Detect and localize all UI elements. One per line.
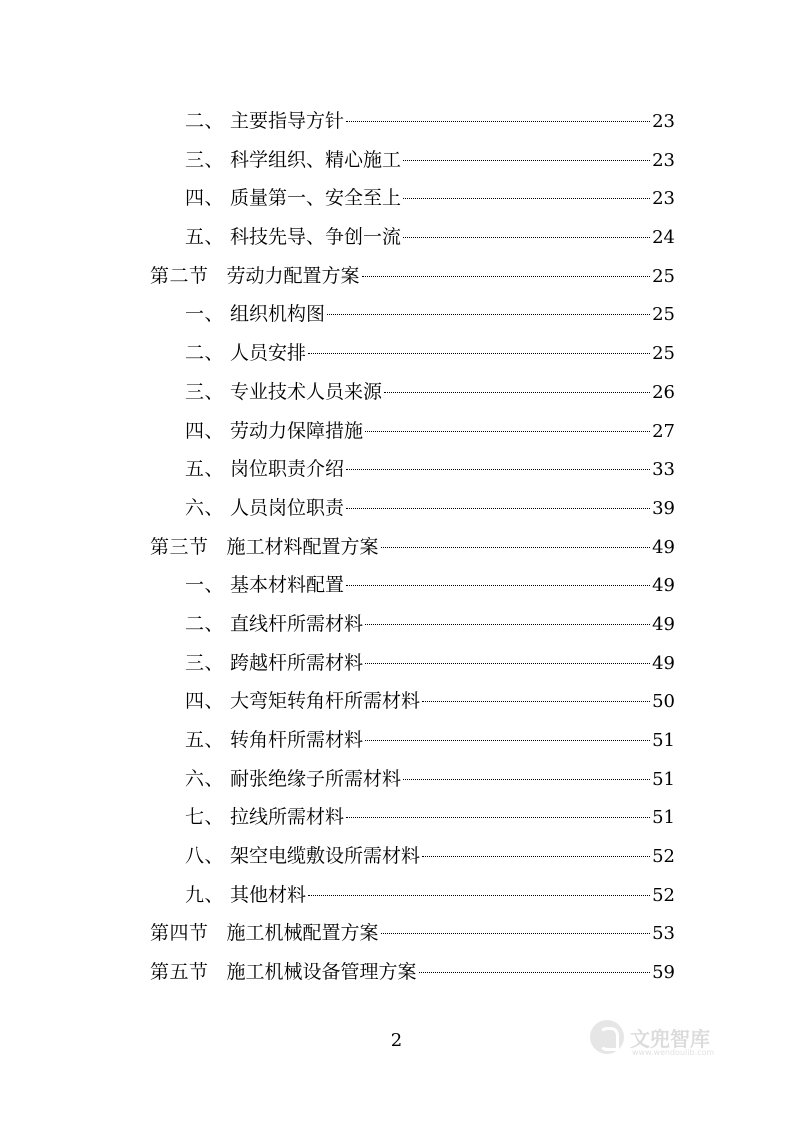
toc-entry-page: 24 [652,227,675,249]
toc-entry-page: 52 [652,884,675,906]
toc-entry-title: 人员岗位职责 [230,496,345,519]
toc-entry-number: 第五节 [150,961,209,984]
toc-entry[interactable] [150,876,675,915]
toc-entry-number: 三、 [185,651,225,674]
toc-entry-title: 质量第一、安全至上 [230,187,402,210]
toc-entry-number: 六、 [185,767,225,790]
toc-entry-title: 组织机构图 [230,303,326,326]
toc-entry-page: 52 [652,846,675,868]
toc-entry-page: 59 [652,962,675,984]
toc-entry-title: 架空电缆敷设所需材料 [230,845,421,868]
toc-entry-page: 26 [652,381,675,403]
toc-entry[interactable] [150,605,675,644]
page-number: 2 [390,1030,403,1051]
toc-leader-dots [362,276,651,277]
watermark-logo-icon [590,1020,624,1054]
toc-entry[interactable] [150,373,675,412]
toc-leader-dots [327,314,650,315]
toc-entry[interactable] [150,760,675,799]
watermark-brand: 文兜智库 [630,1026,710,1051]
toc-entry-page: 23 [652,111,675,132]
toc-entry-title: 劳动力保障措施 [230,419,364,442]
toc-entry[interactable] [150,566,675,605]
toc-entry[interactable] [150,257,675,296]
toc-entry-number: 第三节 [150,535,209,558]
toc-entry-number: 二、 [185,342,225,365]
toc-entry-number: 一、 [185,303,225,326]
toc-entry-number: 五、 [185,226,225,249]
table-of-contents [150,102,675,992]
toc-entry-title: 大弯矩转角杆所需材料 [230,690,421,713]
toc-entry[interactable] [150,450,675,489]
toc-leader-dots [403,237,650,238]
toc-entry-page: 49 [652,575,675,597]
toc-leader-dots [365,624,650,625]
toc-leader-dots [365,431,650,432]
toc-entry[interactable] [150,295,675,334]
toc-leader-dots [422,701,650,702]
toc-entry-number: 五、 [185,729,225,751]
toc-entry[interactable] [150,721,675,760]
toc-entry[interactable] [150,528,675,567]
toc-leader-dots [403,198,650,199]
toc-entry-title: 其他材料 [230,883,307,906]
toc-entry-title: 施工机械配置方案 [226,922,379,945]
toc-entry-title: 科学组织、精心施工 [230,148,402,171]
toc-entry-page: 53 [652,923,675,945]
toc-leader-dots [346,469,650,470]
toc-entry-page: 50 [652,691,675,713]
toc-entry-number: 第四节 [150,922,209,945]
toc-entry[interactable] [150,644,675,683]
toc-leader-dots [365,663,650,664]
toc-entry-page: 23 [652,149,675,171]
toc-leader-dots [403,160,650,161]
toc-leader-dots [346,817,650,818]
toc-leader-dots [403,779,650,780]
toc-entry[interactable] [150,334,675,373]
toc-entry-title: 施工材料配置方案 [226,535,379,558]
watermark-url: www.wendoulib.com [632,1048,715,1057]
toc-entry-number: 五、 [185,458,225,481]
toc-entry-title: 基本材料配置 [230,574,345,597]
toc-entry-page: 39 [652,497,675,519]
toc-entry-title: 跨越杆所需材料 [230,651,364,674]
toc-entry-page: 25 [652,304,675,326]
toc-entry[interactable] [150,798,675,837]
toc-entry-page: 33 [652,459,675,481]
toc-leader-dots [346,585,650,586]
toc-leader-dots [381,933,651,934]
toc-entry[interactable] [150,953,675,992]
toc-entry-title: 岗位职责介绍 [230,458,345,481]
toc-entry-number: 三、 [185,148,225,171]
toc-leader-dots [365,740,650,741]
toc-entry[interactable] [150,141,675,180]
toc-leader-dots [308,895,650,896]
toc-entry-number: 四、 [185,187,225,210]
toc-entry[interactable] [150,102,675,141]
toc-entry-title: 转角杆所需材料 [230,729,364,751]
toc-entry-number: 三、 [185,380,225,403]
toc-entry-page: 27 [652,420,675,442]
toc-entry-page: 51 [652,807,675,829]
toc-entry-page: 25 [652,265,675,287]
toc-entry-number: 第二节 [150,264,209,287]
toc-entry-number: 一、 [185,574,225,597]
toc-entry-title: 施工机械设备管理方案 [226,961,417,984]
toc-leader-dots [381,547,651,548]
toc-entry-number: 四、 [185,419,225,442]
toc-entry-number: 六、 [185,496,225,519]
toc-entry-number: 九、 [185,883,225,906]
toc-entry[interactable] [150,489,675,528]
toc-entry[interactable] [150,682,675,721]
toc-entry-number: 二、 [185,612,225,635]
toc-entry[interactable] [150,218,675,257]
toc-entry-title: 拉线所需材料 [230,806,345,829]
toc-leader-dots [419,972,651,973]
toc-entry-page: 25 [652,343,675,365]
toc-leader-dots [422,856,650,857]
toc-entry[interactable] [150,914,675,953]
toc-entry-page: 23 [652,188,675,210]
watermark [590,1020,715,1057]
toc-entry-title: 人员安排 [230,342,307,365]
toc-entry-number: 七、 [185,806,225,829]
toc-entry-number: 八、 [185,845,225,868]
toc-entry[interactable] [150,412,675,451]
toc-entry-title: 专业技术人员来源 [230,380,383,403]
toc-entry-page: 49 [652,536,675,558]
toc-entry-title: 科技先导、争创一流 [230,226,402,249]
toc-leader-dots [308,353,650,354]
toc-entry-number: 二、 [185,110,225,132]
toc-entry-page: 51 [652,768,675,790]
toc-entry[interactable] [150,837,675,876]
toc-entry-page: 49 [652,652,675,674]
toc-leader-dots [384,392,650,393]
toc-entry-title: 直线杆所需材料 [230,612,364,635]
toc-entry-page: 51 [652,730,675,751]
toc-entry-title: 劳动力配置方案 [226,264,360,287]
toc-entry-title: 耐张绝缘子所需材料 [230,767,402,790]
toc-leader-dots [346,121,650,122]
toc-leader-dots [346,508,650,509]
toc-entry[interactable] [150,179,675,218]
toc-entry-number: 四、 [185,690,225,713]
toc-entry-page: 49 [652,613,675,635]
toc-entry-title: 主要指导方针 [230,110,345,132]
